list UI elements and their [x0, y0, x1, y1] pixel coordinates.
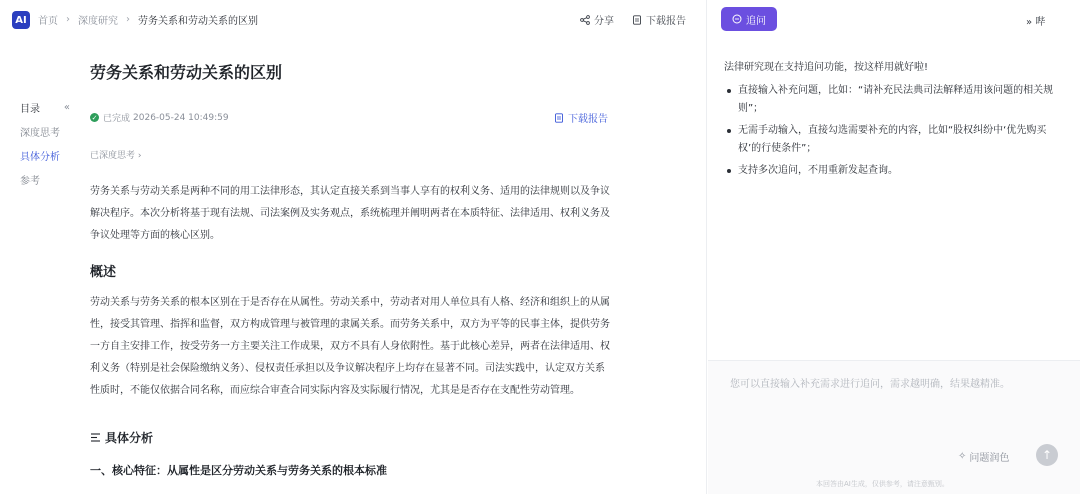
- timestamp: 2026-05-24 10:49:59: [133, 112, 229, 123]
- toc-item-analysis[interactable]: 具体分析: [20, 152, 60, 163]
- collapse-icon[interactable]: «: [63, 102, 70, 113]
- status-badge: 已完成: [103, 114, 131, 124]
- deep-thought-label: 已深度思考: [90, 151, 136, 161]
- share-button[interactable]: [580, 12, 614, 27]
- breadcrumb: [38, 12, 258, 27]
- arrow-up-icon: ↑: [1041, 448, 1053, 462]
- share-label: 分享: [594, 16, 614, 27]
- analysis-heading-label: 具体分析: [105, 431, 154, 445]
- follow-up-intro: 法律研究现在支持追问功能，按这样用就好啦!: [724, 62, 929, 73]
- follow-up-label: 追问: [746, 15, 766, 27]
- app-logo[interactable]: AI: [12, 11, 30, 29]
- polish-question-button[interactable]: [958, 449, 1009, 464]
- toc-header: [20, 100, 70, 115]
- section-heading-overview: 概述: [90, 265, 117, 280]
- tip-item: 支持多次追问，不用重新发起查询。: [724, 162, 1064, 180]
- breadcrumb-home[interactable]: 首页: [38, 16, 58, 27]
- list-icon: [90, 432, 101, 443]
- intro-paragraph: 劳务关系与劳动关系是两种不同的用工法律形态，其认定直接关系到当事人享有的权利义务、适用的法律规则以及争议解决程序。本次分析将基于现有法规、司法案例及实务观点，系统梳理并阐明两者在本质特征、法律适用、权利义务及争议处理等方面的核心区别。: [90, 186, 610, 241]
- download-report-link-label: 下载报告: [568, 114, 608, 125]
- share-icon: [580, 15, 590, 25]
- disclaimer-note: 本回答由AI生成，仅供参考，请注意甄别。: [816, 480, 949, 488]
- breadcrumb-current: 劳务关系和劳动关系的区别: [138, 16, 258, 27]
- subsection-heading-core: 一、核心特征：从属性是区分劳动关系与劳务关系的根本标准: [90, 464, 387, 477]
- toc-title: 目录: [20, 104, 40, 115]
- pane-divider[interactable]: [706, 0, 707, 494]
- chevron-right-icon: ›: [137, 151, 142, 161]
- tip-item: 无需手动输入，直接勾选需要补充的内容，比如“股权纠纷中‘优先购买权’的行使条件”；: [724, 122, 1064, 158]
- sparkle-icon: ✧: [958, 451, 967, 462]
- download-report-link[interactable]: [554, 110, 608, 125]
- follow-up-input[interactable]: 您可以直接输入补充需求进行追问，需求越明确，结果越精准。: [730, 379, 1010, 390]
- section-heading-analysis: [90, 429, 153, 446]
- document-icon: [632, 15, 642, 25]
- download-report-label: 下载报告: [646, 16, 686, 27]
- deep-thought-toggle[interactable]: [90, 148, 142, 161]
- toc-item-references[interactable]: 参考: [20, 176, 40, 187]
- page-title: 劳务关系和劳动关系的区别: [90, 63, 283, 82]
- toc-item-deep-thinking[interactable]: 深度思考: [20, 128, 60, 139]
- tip-item: 直接输入补充问题，比如：“请补充民法典司法解释适用该问题的相关规则”；: [724, 82, 1064, 118]
- article: [90, 60, 620, 477]
- send-button[interactable]: [1036, 444, 1058, 466]
- follow-up-input-area[interactable]: [708, 360, 1080, 494]
- polish-label: 问题润色: [969, 453, 1010, 464]
- follow-up-button[interactable]: [721, 7, 777, 31]
- top-bar: [0, 0, 706, 38]
- document-icon: [554, 113, 564, 123]
- panel-controls[interactable]: » 哔: [1026, 17, 1046, 28]
- chat-icon: [732, 14, 742, 24]
- chevron-right-icon: ›: [66, 14, 70, 25]
- check-icon: ✓: [91, 113, 98, 122]
- overview-paragraph: 劳动关系与劳务关系的根本区别在于是否存在从属性。劳动关系中，劳动者对用人单位具有人格、经济和组织上的从属性，接受其管理、指挥和监督，双方构成管理与被管理的隶属关系。而劳务关系中，双方为平等的民事主体，提供劳务一方自主安排工作，按受劳务一方主要关注工作成果，双方不具有人身依附性。基于此核心差异，两者在法律适用、权利义务（特别是社会保险缴纳义务）、侵权责任承担以及争议解决程序上均存在显著不同。司法实践中，认定双方关系性质时，不能仅依据合同名称，而应综合审查合同实际内容及实际履行情况，尤其是是否存在支配性劳动管理。: [90, 297, 610, 396]
- article-meta: [90, 110, 608, 125]
- chevron-right-icon: ›: [126, 14, 130, 25]
- follow-up-tips: [724, 82, 1064, 184]
- table-of-contents: [20, 100, 75, 187]
- download-report-button[interactable]: [632, 12, 686, 27]
- breadcrumb-section[interactable]: 深度研究: [78, 16, 118, 27]
